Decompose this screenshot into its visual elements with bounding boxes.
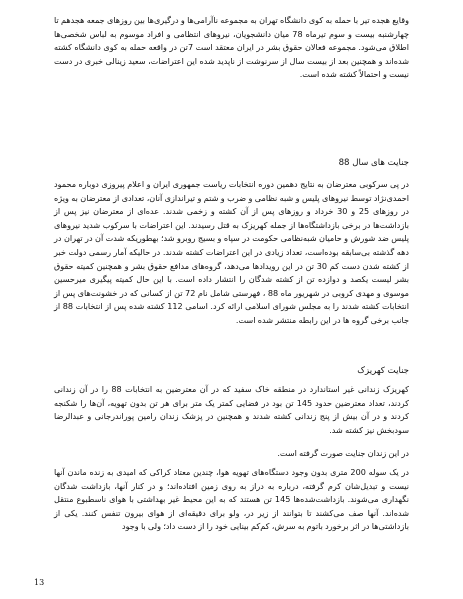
paragraph-crime-note xyxy=(54,447,409,461)
paragraph-text: در پی سرکوبی معترضان به نتایج دهمین دوره انتخابات ریاست جمهوری ایران و اعلام پیروزی دوباره محمود احمدی‌نژاد توسط نیروهای پلیس و شبه نظامی و ضرب و شتم و تیراندازی آنان، تعدادی از معترضان به ویژه در روزهای 25 و 30 خرداد و روزهای پس از آن کشته و زخمی شدند. عده‌ای از معترضان نیز پس از بازداشت‌ها در برخی بازداشتگاه‌ها از جمله کهریزک به قتل رسیدند. این اعتراضات با سرکوب شدید نیروهای پلیس ضد شورش و حامیان شبه‌نظامی حکومت در سپاه و بسیج روبرو شد؛ بهطوریکه شدت آن در تهران در دهه گذشته بی‌سابقه بوده‌است، تعداد زیادی در این اعتراضات کشته شدند. در حالیکه آمار رسمی دولت خبر از کشته شدن دست کم 30 تن در این رویدادها می‌دهد، گروه‌های مدافع حقوق بشر و همچنین کمیته حقوق بشر لیست یکصد و دوازده تن از کشته شدگان را انتشار داده است. با این حال کمیته پیگیری میرحسین موسوی و مهدی کروبی در شهریور ماه 88 ، فهرستی شامل نام 72 تن از کسانی که در خشونت‌های پس از انتخابات کشته شدند را به مجلس شورای اسلامی ارائه کرد. اسامی 112 کشته شده پس از انتخابات 88 از جانب برخی گروه ها در این رابطه منتشر شده است. xyxy=(54,179,409,325)
paragraph-text: در یک سوله 200 متری بدون وجود دستگاه‌های تهویه هوا، چندین معتاد کراکی که امیدی به زنده ماندن آنها نیست و تبدیل‌شان کرم گرفته، درباره به دراز به روی زمین افتاده‌اند؛ و در کنار آنها، بازداشت شدگان نگهداری می‌شوند. بازداشت‌شده‌ها 145 تن هستند که به این محیط غیر بهداشتی با هوای ناسطبوع منتقل شده‌اند. آنها صف می‌کشند تا بتوانند از زیر در، ولو برای دقیقه‌ای از هوای بیرون تنفس کنند. یکی از بازداشتی‌ها در اثر برخورد باتوم به سرش، کم‌کم بینایی خود را از دست داد؛ ولی با وجود xyxy=(54,467,409,532)
paragraph-shed-description xyxy=(54,466,409,534)
paragraph-text: کهریزک زندانی غیر استاندارد در منطقه خاک سفید که در آن معترضین به انتخابات 88 را در آن زندانی کردند، تعداد معترضین حدود 145 تن بود در فضایی کمتر یک متر برای هر تن بدون تهویه، آن‌ها را شکنجه کردند و در آن بیش از پنج زندانی کشته شدند و همچنین در پزشک زندان رامین پوراندرجانی و عبدالرضا سودبخش نیز کشته شد. xyxy=(54,384,410,435)
page-number: 13 xyxy=(34,578,45,587)
paragraph-text: وقایع هجده تیر با حمله به کوی دانشگاه تهران به مجموعه ناآرامی‌ها و درگیری‌ها بین روزهای جمعه هجدهم تا چهارشنبه بیست و سوم تیرماه 78 میان دانشجویان، نیروهای انتظامی و افراد موسوم به لباس شخصی‌ها اطلاق می‌شود. مجموعه فعالان حقوق بشر در ایران معتقد است 7تن در واقعه حمله به کوی دانشگاه کشته شده‌اند و همچنین بعد از بیست سال از سرنوشت از ناپدید شده این اعتراضات، سعید زینالی خبری در دست نیست و احتمالاً کشته شده است. xyxy=(54,15,409,80)
paragraph-kahrizak xyxy=(54,383,409,437)
heading-text: جنایت کهریزک xyxy=(357,366,409,376)
paragraph-protests-88 xyxy=(54,178,409,328)
section-heading-kahrizak xyxy=(54,365,409,377)
section-heading-88 xyxy=(54,157,409,169)
heading-text: جنایت های سال 88 xyxy=(338,158,409,168)
paragraph-text: در این زندان جنایت صورت گرفته است. xyxy=(277,448,409,458)
paragraph-kuy-daneshgah xyxy=(54,14,409,82)
